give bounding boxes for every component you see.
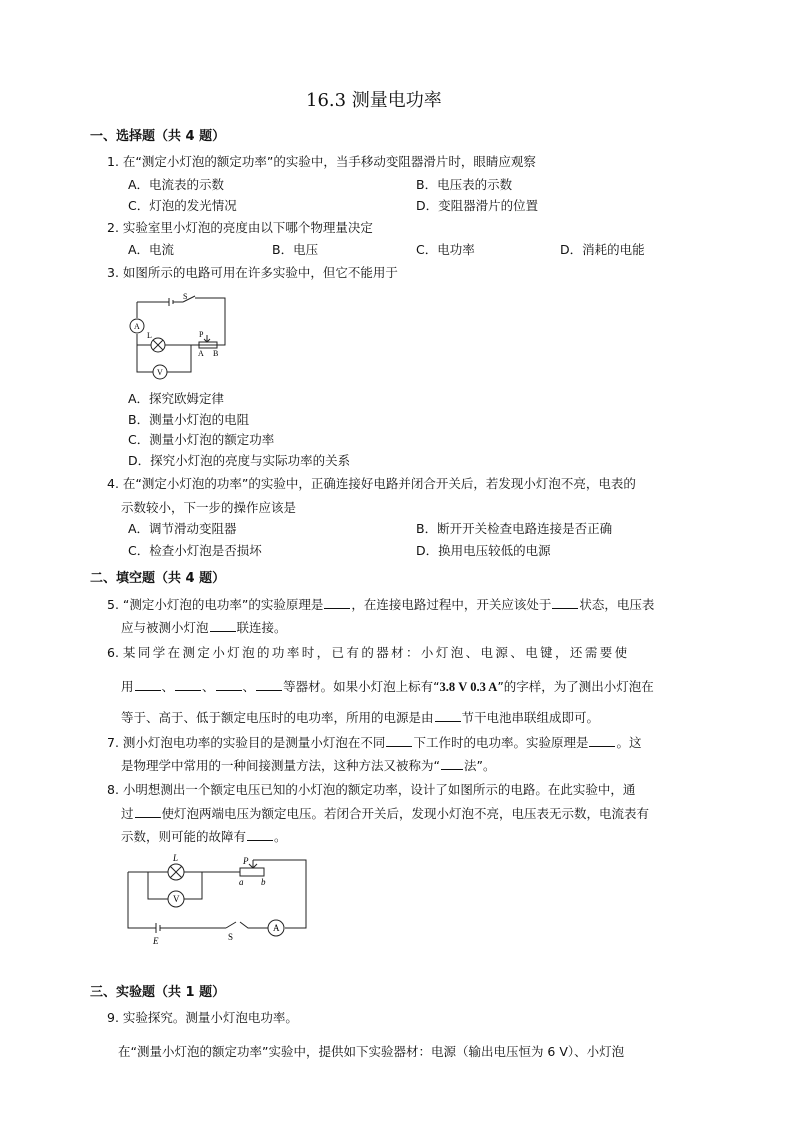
separator: 、 bbox=[202, 679, 215, 694]
question-text: 实验探究。测量小灯泡电功率。 bbox=[122, 1010, 298, 1025]
answer-blank[interactable] bbox=[324, 596, 350, 609]
answer-blank[interactable] bbox=[216, 678, 242, 691]
circuit-diagram-1 bbox=[125, 288, 235, 380]
ammeter-label: A bbox=[134, 322, 140, 331]
question-7 bbox=[107, 733, 641, 751]
label-s: S bbox=[183, 292, 188, 301]
option-c: C．检查小灯泡是否损坏 bbox=[128, 543, 262, 558]
label-a: a bbox=[239, 877, 244, 887]
answer-blank[interactable] bbox=[552, 596, 578, 609]
question-6-cont bbox=[121, 677, 654, 695]
question-9 bbox=[107, 1008, 298, 1026]
voltmeter-label: V bbox=[157, 368, 163, 377]
question-text: 使灯泡两端电压为额定电压。若闭合开关后，发现小灯泡不亮，电压表无示数，电流表有 bbox=[161, 806, 650, 821]
question-text: 等器材。如果小灯泡上标有“ bbox=[283, 679, 440, 694]
question-stem: 在“测定小灯泡的功率”的实验中，正确连接好电路并闭合开关后，若发现小灯泡不亮，电表的 bbox=[122, 476, 636, 491]
answer-blank[interactable] bbox=[135, 678, 161, 691]
question-text: “测定小灯泡的电功率”的实验原理是 bbox=[122, 597, 324, 612]
question-text: 节干电池串联组成即可。 bbox=[461, 710, 600, 725]
question-text: 法”。 bbox=[463, 758, 496, 773]
question-9-cont: 在“测量小灯泡的额定功率”实验中，提供如下实验器材：电源（输出电压恒为 6 V）、小灯泡 bbox=[118, 1044, 625, 1059]
question-text: 过 bbox=[121, 806, 134, 821]
question-text: 。这 bbox=[616, 735, 642, 750]
answer-blank[interactable] bbox=[135, 805, 161, 818]
question-text: 状态，电压表 bbox=[579, 597, 655, 612]
question-number: 5. bbox=[107, 597, 119, 612]
option-d: D．探究小灯泡的亮度与实际功率的关系 bbox=[128, 453, 351, 468]
question-7-cont bbox=[121, 756, 495, 774]
question-text: 下工作时的电功率。实验原理是 bbox=[413, 735, 589, 750]
option-c: C．测量小灯泡的额定功率 bbox=[128, 432, 275, 447]
question-text: ，在连接电路过程中，开关应该处于 bbox=[351, 597, 552, 612]
question-8-cont bbox=[121, 804, 649, 822]
option-b: B．断开开关检查电路连接是否正确 bbox=[416, 521, 613, 536]
answer-blank[interactable] bbox=[175, 678, 201, 691]
question-1 bbox=[107, 152, 536, 170]
section-heading-fill: 二、填空题（共 4 题） bbox=[90, 571, 226, 586]
question-text: 。 bbox=[274, 829, 287, 844]
answer-blank[interactable] bbox=[247, 828, 273, 841]
option-a: A．电流 bbox=[128, 242, 175, 257]
question-2 bbox=[107, 218, 373, 236]
option-c: C．电功率 bbox=[416, 242, 475, 257]
question-6 bbox=[107, 643, 630, 661]
label-b: b bbox=[261, 877, 266, 887]
circuit-diagram-2 bbox=[118, 852, 314, 948]
question-text: ”的字样，为了测出小灯泡在 bbox=[497, 679, 654, 694]
question-number: 9. bbox=[107, 1010, 119, 1025]
answer-blank[interactable] bbox=[441, 757, 463, 770]
answer-blank[interactable] bbox=[435, 709, 461, 722]
option-a: A．电流表的示数 bbox=[128, 177, 225, 192]
label-l: L bbox=[173, 853, 179, 863]
option-a: A．调节滑动变阻器 bbox=[128, 521, 237, 536]
question-text: 示数，则可能的故障有 bbox=[121, 829, 247, 844]
option-b: B．电压 bbox=[272, 242, 319, 257]
bulb-rating: 3.8 V 0.3 A bbox=[439, 680, 498, 694]
question-text: 等于、高于、低于额定电压时的电功率，所用的电源是由 bbox=[121, 710, 434, 725]
question-number: 8. bbox=[107, 782, 119, 797]
label-p: P bbox=[243, 856, 249, 866]
label-s: S bbox=[228, 932, 234, 942]
question-8-cont2 bbox=[121, 827, 287, 845]
question-4 bbox=[107, 474, 636, 492]
option-c: C．灯泡的发光情况 bbox=[128, 198, 237, 213]
section-heading-experiment: 三、实验题（共 1 题） bbox=[90, 985, 226, 1000]
question-text: 某同学在测定小灯泡的功率时，已有的器材：小灯泡、电源、电键，还需要使 bbox=[122, 645, 630, 660]
section-heading-choice: 一、选择题（共 4 题） bbox=[90, 129, 226, 144]
question-8 bbox=[107, 780, 635, 798]
question-text: 小明想测出一个额定电压已知的小灯泡的额定功率，设计了如图所示的电路。在此实验中，通 bbox=[122, 782, 636, 797]
ammeter-label: A bbox=[273, 923, 280, 933]
option-d: D．消耗的电能 bbox=[560, 242, 645, 257]
question-number: 3. bbox=[107, 265, 119, 280]
question-3 bbox=[107, 263, 398, 281]
label-b-end: B bbox=[213, 349, 219, 358]
label-a-end: A bbox=[198, 349, 204, 358]
option-b: B．电压表的示数 bbox=[416, 177, 513, 192]
question-text: 是物理学中常用的一种间接测量方法，这种方法又被称为“ bbox=[121, 758, 440, 773]
question-text: 联连接。 bbox=[236, 620, 287, 635]
question-number: 6. bbox=[107, 645, 119, 660]
answer-blank[interactable] bbox=[210, 619, 236, 632]
question-number: 7. bbox=[107, 735, 119, 750]
label-e: E bbox=[153, 936, 159, 946]
option-b: B．测量小灯泡的电阻 bbox=[128, 412, 250, 427]
question-text: 测小灯泡电功率的实验目的是测量小灯泡在不同 bbox=[122, 735, 386, 750]
question-stem: 在“测定小灯泡的额定功率”的实验中，当手移动变阻器滑片时，眼睛应观察 bbox=[122, 154, 536, 169]
option-d: D．换用电压较低的电源 bbox=[416, 543, 551, 558]
page-title: 16.3 测量电功率 bbox=[306, 90, 442, 111]
option-d: D．变阻器滑片的位置 bbox=[416, 198, 539, 213]
question-number: 1. bbox=[107, 154, 119, 169]
question-number: 4. bbox=[107, 476, 119, 491]
separator: 、 bbox=[161, 679, 175, 694]
label-l: L bbox=[147, 331, 152, 340]
label-p: P bbox=[199, 330, 204, 339]
question-stem-cont: 示数较小，下一步的操作应该是 bbox=[121, 500, 297, 515]
answer-blank[interactable] bbox=[386, 734, 412, 747]
answer-blank[interactable] bbox=[256, 678, 282, 691]
question-5-cont bbox=[121, 618, 287, 636]
question-6-cont2 bbox=[121, 708, 599, 726]
question-text: 应与被测小灯泡 bbox=[121, 620, 209, 635]
question-stem: 如图所示的电路可用在许多实验中，但它不能用于 bbox=[122, 265, 398, 280]
question-stem: 实验室里小灯泡的亮度由以下哪个物理量决定 bbox=[122, 220, 373, 235]
question-5 bbox=[107, 595, 654, 613]
question-number: 2. bbox=[107, 220, 119, 235]
question-text: 用 bbox=[121, 679, 134, 694]
voltmeter-label: V bbox=[173, 894, 180, 904]
option-a: A．探究欧姆定律 bbox=[128, 391, 225, 406]
answer-blank[interactable] bbox=[589, 734, 615, 747]
separator: 、 bbox=[242, 679, 256, 694]
